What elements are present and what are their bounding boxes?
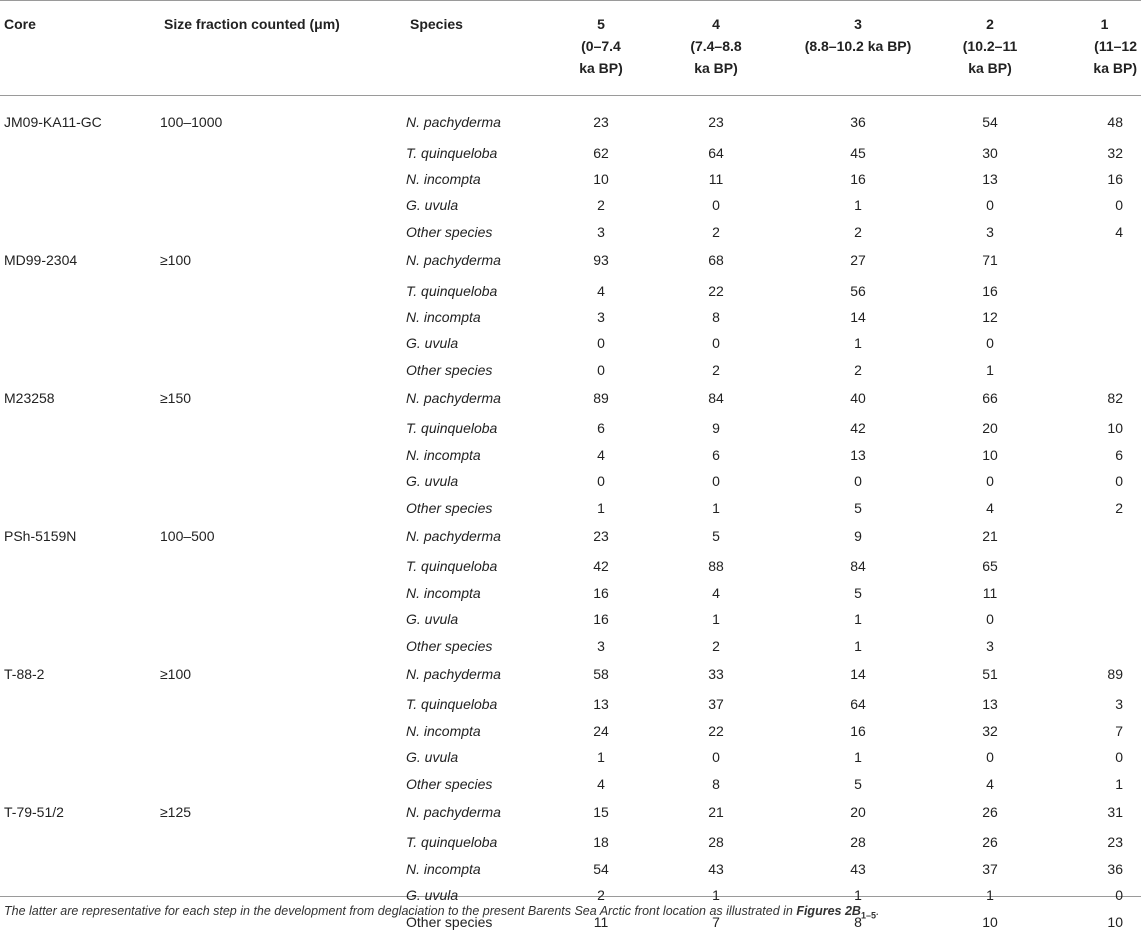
value-cell-step-1: 31 xyxy=(1107,803,1123,820)
value-cell-step-1: 10 xyxy=(1107,420,1123,437)
table-footnote xyxy=(4,904,1139,921)
value-cell-step-2: 4 xyxy=(986,775,994,792)
species-cell: G. uvula xyxy=(406,473,459,490)
core-cell xyxy=(0,304,160,330)
value-cell-step-3: 16 xyxy=(850,170,866,187)
size-fraction-cell xyxy=(160,580,406,606)
value-cell-step-2: 0 xyxy=(986,197,994,214)
value-cell-step-3: 1 xyxy=(854,611,862,628)
core-cell xyxy=(0,744,160,770)
value-cell-step-4: 8 xyxy=(712,308,720,325)
core-cell xyxy=(0,192,160,218)
header-size-fraction: Size fraction counted (μm) xyxy=(164,16,340,32)
value-cell-step-5: 4 xyxy=(597,282,605,299)
core-cell xyxy=(0,139,160,165)
core-cell xyxy=(0,718,160,744)
species-cell: Other species xyxy=(406,913,493,930)
size-fraction-cell xyxy=(160,219,406,245)
value-cell-step-1 xyxy=(1050,357,1141,383)
value-cell-step-4: 2 xyxy=(712,361,720,378)
value-cell-step-2: 0 xyxy=(986,611,994,628)
value-cell-step-3: 42 xyxy=(850,420,866,437)
core-cell xyxy=(0,606,160,632)
core-cell xyxy=(0,856,160,882)
value-cell-step-2: 51 xyxy=(982,665,998,682)
value-cell-step-1: 0 xyxy=(1115,749,1123,766)
value-cell-step-5: 3 xyxy=(597,308,605,325)
table-row xyxy=(0,829,1141,855)
footnote-end: . xyxy=(875,904,880,918)
table-row xyxy=(0,744,1141,770)
value-cell-step-3: 16 xyxy=(850,722,866,739)
value-cell-step-5: 58 xyxy=(593,665,609,682)
value-cell-step-5: 0 xyxy=(597,473,605,490)
value-cell-step-1 xyxy=(1050,553,1141,579)
core-cell xyxy=(0,632,160,658)
table-row xyxy=(0,718,1141,744)
table-row xyxy=(0,442,1141,468)
core-cell: PSh-5159N xyxy=(4,527,77,544)
value-cell-step-1: 7 xyxy=(1115,722,1123,739)
table-row xyxy=(0,357,1141,383)
value-cell-step-5: 16 xyxy=(593,611,609,628)
table-row xyxy=(0,330,1141,356)
value-cell-step-1: 10 xyxy=(1107,913,1123,930)
table-row xyxy=(0,166,1141,192)
value-cell-step-3: 64 xyxy=(850,696,866,713)
core-cell: JM09-KA11-GC xyxy=(4,114,102,130)
size-fraction-cell: 100–500 xyxy=(160,527,215,544)
value-cell-step-1 xyxy=(1050,277,1141,303)
value-cell-step-3: 43 xyxy=(850,860,866,877)
value-cell-step-5: 54 xyxy=(593,860,609,877)
value-cell-step-3: 13 xyxy=(850,446,866,463)
value-cell-step-4: 21 xyxy=(708,803,724,820)
table-row xyxy=(0,580,1141,606)
value-cell-step-2: 20 xyxy=(982,420,998,437)
value-cell-step-5: 6 xyxy=(597,420,605,437)
core-cell xyxy=(0,330,160,356)
footnote-figure-ref-label: Figures 2B xyxy=(796,904,861,918)
size-fraction-cell xyxy=(160,744,406,770)
value-cell-step-3: 45 xyxy=(850,144,866,161)
value-cell-step-3: 20 xyxy=(850,803,866,820)
header-step-3-number: 3 xyxy=(854,16,862,32)
value-cell-step-5: 23 xyxy=(593,527,609,544)
header-step-1 xyxy=(1050,1,1141,107)
header-step-4 xyxy=(646,1,786,107)
value-cell-step-3: 1 xyxy=(854,197,862,214)
footnote-figure-ref xyxy=(796,904,876,921)
size-fraction-cell xyxy=(160,770,406,796)
value-cell-step-4: 28 xyxy=(708,834,724,851)
header-step-1-range: (11–12 xyxy=(1094,38,1137,54)
value-cell-step-3: 40 xyxy=(850,389,866,406)
value-cell-step-5: 18 xyxy=(593,834,609,851)
value-cell-step-3: 14 xyxy=(850,665,866,682)
value-cell-step-5: 42 xyxy=(593,558,609,575)
header-step-4-number: 4 xyxy=(712,16,720,32)
value-cell-step-3: 14 xyxy=(850,308,866,325)
value-cell-step-4: 0 xyxy=(712,335,720,352)
value-cell-step-1: 0 xyxy=(1115,887,1123,904)
value-cell-step-2: 26 xyxy=(982,834,998,851)
size-fraction-cell xyxy=(160,718,406,744)
table-row xyxy=(0,415,1141,441)
value-cell-step-4: 6 xyxy=(712,446,720,463)
header-step-4-range: (7.4–8.8 xyxy=(690,38,742,54)
species-cell: T. quinqueloba xyxy=(406,420,498,437)
species-cell: T. quinqueloba xyxy=(406,144,498,161)
core-cell xyxy=(0,357,160,383)
value-cell-step-2: 11 xyxy=(982,584,998,601)
size-fraction-cell xyxy=(160,304,406,330)
value-cell-step-5: 93 xyxy=(593,251,609,268)
value-cell-step-1: 89 xyxy=(1107,665,1123,682)
size-fraction-cell: ≥125 xyxy=(160,803,192,820)
value-cell-step-4: 22 xyxy=(708,722,724,739)
value-cell-step-5: 13 xyxy=(593,696,609,713)
species-cell: Other species xyxy=(406,637,493,654)
value-cell-step-1: 0 xyxy=(1115,197,1123,214)
species-cell: N. incompta xyxy=(406,860,481,877)
value-cell-step-4: 43 xyxy=(708,860,724,877)
header-step-3-range: (8.8–10.2 ka BP) xyxy=(804,38,912,54)
core-cell xyxy=(0,829,160,855)
size-fraction-cell xyxy=(160,192,406,218)
species-cell: T. quinqueloba xyxy=(406,696,498,713)
table-row xyxy=(0,192,1141,218)
value-cell-step-1: 23 xyxy=(1107,834,1123,851)
value-cell-step-3: 36 xyxy=(850,114,866,130)
core-cell xyxy=(0,277,160,303)
value-cell-step-2: 26 xyxy=(982,803,998,820)
value-cell-step-4: 7 xyxy=(712,913,720,930)
value-cell-step-4: 0 xyxy=(712,749,720,766)
value-cell-step-5: 1 xyxy=(597,499,605,516)
value-cell-step-2: 0 xyxy=(986,335,994,352)
value-cell-step-4: 9 xyxy=(712,420,720,437)
value-cell-step-5: 15 xyxy=(593,803,609,820)
value-cell-step-5: 24 xyxy=(593,722,609,739)
table-row xyxy=(0,521,1141,553)
value-cell-step-1: 0 xyxy=(1115,473,1123,490)
value-cell-step-2: 32 xyxy=(982,722,998,739)
table-row xyxy=(0,691,1141,717)
header-step-1-unit: ka BP) xyxy=(1093,60,1137,76)
value-cell-step-3: 5 xyxy=(854,584,862,601)
species-cell: N. incompta xyxy=(406,722,481,739)
table-row xyxy=(0,632,1141,658)
table-row xyxy=(0,770,1141,796)
value-cell-step-5: 2 xyxy=(597,887,605,904)
species-cell: Other species xyxy=(406,361,493,378)
value-cell-step-5: 4 xyxy=(597,775,605,792)
species-cell: Other species xyxy=(406,223,493,240)
value-cell-step-5: 3 xyxy=(597,637,605,654)
footnote-text: The latter are representative for each step in the development from deglaciation to the present Barents Sea Arctic front location as illustrated in xyxy=(4,904,797,918)
value-cell-step-4: 8 xyxy=(712,775,720,792)
size-fraction-cell: ≥100 xyxy=(160,251,192,268)
table-row xyxy=(0,468,1141,494)
value-cell-step-4: 11 xyxy=(708,170,724,187)
value-cell-step-2: 0 xyxy=(986,473,994,490)
table-row xyxy=(0,107,1141,139)
value-cell-step-2: 37 xyxy=(982,860,998,877)
header-step-5 xyxy=(556,1,646,107)
header-step-3 xyxy=(786,1,930,107)
value-cell-step-2: 10 xyxy=(982,446,998,463)
species-cell: N. pachyderma xyxy=(406,665,501,682)
value-cell-step-5: 1 xyxy=(597,749,605,766)
value-cell-step-2: 1 xyxy=(986,361,994,378)
value-cell-step-2: 13 xyxy=(982,170,998,187)
core-cell: MD99-2304 xyxy=(4,251,78,268)
header-step-2-unit: ka BP) xyxy=(968,60,1012,76)
header-step-2-range: (10.2–11 xyxy=(962,38,1018,54)
core-cell xyxy=(0,553,160,579)
species-table xyxy=(0,1,1141,935)
core-cell xyxy=(0,415,160,441)
value-cell-step-3: 84 xyxy=(850,558,866,575)
size-fraction-cell xyxy=(160,494,406,520)
size-fraction-cell: ≥100 xyxy=(160,665,192,682)
table-row xyxy=(0,245,1141,277)
value-cell-step-4: 88 xyxy=(708,558,724,575)
value-cell-step-3: 5 xyxy=(854,499,862,516)
value-cell-step-1: 32 xyxy=(1107,144,1123,161)
header-step-1-number: 1 xyxy=(1100,16,1109,32)
value-cell-step-3: 1 xyxy=(854,637,862,654)
species-cell: N. incompta xyxy=(406,584,481,601)
value-cell-step-4: 22 xyxy=(708,282,724,299)
value-cell-step-3: 56 xyxy=(850,282,866,299)
size-fraction-cell xyxy=(160,277,406,303)
size-fraction-cell: 100–1000 xyxy=(160,114,223,130)
core-cell xyxy=(0,580,160,606)
core-cell xyxy=(0,219,160,245)
value-cell-step-2: 0 xyxy=(986,749,994,766)
value-cell-step-1: 2 xyxy=(1115,499,1123,516)
value-cell-step-4: 0 xyxy=(712,473,720,490)
species-cell: N. incompta xyxy=(406,446,481,463)
value-cell-step-5: 23 xyxy=(593,114,609,130)
species-cell: T. quinqueloba xyxy=(406,282,498,299)
core-cell: T-88-2 xyxy=(4,665,45,682)
core-cell: M23258 xyxy=(4,389,55,406)
value-cell-step-3: 28 xyxy=(850,834,866,851)
core-cell: T-79-51/2 xyxy=(4,803,64,820)
value-cell-step-1: 6 xyxy=(1115,446,1123,463)
value-cell-step-1 xyxy=(1050,330,1141,356)
header-step-5-unit: ka BP) xyxy=(579,60,623,76)
value-cell-step-1 xyxy=(1050,580,1141,606)
species-cell: Other species xyxy=(406,775,493,792)
value-cell-step-5: 0 xyxy=(597,361,605,378)
size-fraction-cell xyxy=(160,829,406,855)
value-cell-step-1 xyxy=(1050,606,1141,632)
value-cell-step-1: 36 xyxy=(1107,860,1123,877)
species-cell: N. incompta xyxy=(406,170,481,187)
species-cell: N. pachyderma xyxy=(406,251,501,268)
value-cell-step-3: 1 xyxy=(854,335,862,352)
value-cell-step-4: 68 xyxy=(708,251,724,268)
value-cell-step-4: 23 xyxy=(708,114,724,130)
core-cell xyxy=(0,770,160,796)
value-cell-step-3: 9 xyxy=(854,527,862,544)
size-fraction-cell: ≥150 xyxy=(160,389,192,406)
value-cell-step-1: 3 xyxy=(1115,696,1123,713)
value-cell-step-2: 3 xyxy=(986,637,994,654)
value-cell-step-2: 21 xyxy=(982,527,998,544)
value-cell-step-2: 3 xyxy=(986,223,994,240)
table-row xyxy=(0,606,1141,632)
table-row xyxy=(0,553,1141,579)
value-cell-step-3: 0 xyxy=(854,473,862,490)
species-cell: G. uvula xyxy=(406,335,459,352)
header-step-4-unit: ka BP) xyxy=(694,60,738,76)
value-cell-step-3: 1 xyxy=(854,749,862,766)
core-cell xyxy=(0,494,160,520)
value-cell-step-4: 2 xyxy=(712,637,720,654)
value-cell-step-1 xyxy=(1050,521,1141,553)
value-cell-step-5: 62 xyxy=(593,144,609,161)
value-cell-step-2: 1 xyxy=(986,887,994,904)
header-species: Species xyxy=(410,16,463,32)
core-cell xyxy=(0,468,160,494)
size-fraction-cell xyxy=(160,606,406,632)
size-fraction-cell xyxy=(160,468,406,494)
header-step-2 xyxy=(930,1,1050,107)
value-cell-step-1: 48 xyxy=(1107,114,1123,130)
size-fraction-cell xyxy=(160,691,406,717)
table-row xyxy=(0,797,1141,829)
value-cell-step-4: 2 xyxy=(712,223,720,240)
value-cell-step-4: 84 xyxy=(708,389,724,406)
value-cell-step-1: 1 xyxy=(1115,775,1123,792)
table-row xyxy=(0,494,1141,520)
value-cell-step-2: 65 xyxy=(982,558,998,575)
size-fraction-cell xyxy=(160,553,406,579)
footnote-figure-ref-sub: 1–5 xyxy=(860,910,876,921)
value-cell-step-5: 2 xyxy=(597,197,605,214)
table-row xyxy=(0,856,1141,882)
value-cell-step-2: 71 xyxy=(982,251,998,268)
value-cell-step-4: 1 xyxy=(712,887,720,904)
header-step-5-range: (0–7.4 xyxy=(581,38,621,54)
value-cell-step-3: 8 xyxy=(854,913,862,930)
value-cell-step-3: 27 xyxy=(850,251,866,268)
table-row xyxy=(0,659,1141,691)
table-row xyxy=(0,219,1141,245)
species-cell: G. uvula xyxy=(406,197,459,214)
value-cell-step-4: 33 xyxy=(708,665,724,682)
table-row xyxy=(0,383,1141,415)
size-fraction-cell xyxy=(160,415,406,441)
value-cell-step-2: 4 xyxy=(986,499,994,516)
header-step-5-number: 5 xyxy=(597,16,605,32)
species-cell: N. pachyderma xyxy=(406,389,501,406)
value-cell-step-5: 10 xyxy=(593,170,609,187)
value-cell-step-2: 13 xyxy=(982,696,998,713)
size-fraction-cell xyxy=(160,330,406,356)
value-cell-step-4: 64 xyxy=(708,144,724,161)
size-fraction-cell xyxy=(160,632,406,658)
size-fraction-cell xyxy=(160,442,406,468)
value-cell-step-1 xyxy=(1050,304,1141,330)
value-cell-step-2: 30 xyxy=(982,144,998,161)
value-cell-step-1: 16 xyxy=(1107,170,1123,187)
size-fraction-cell xyxy=(160,139,406,165)
species-cell: G. uvula xyxy=(406,749,459,766)
value-cell-step-2: 12 xyxy=(982,308,998,325)
size-fraction-cell xyxy=(160,166,406,192)
core-cell xyxy=(0,442,160,468)
species-cell: N. pachyderma xyxy=(406,803,501,820)
species-cell: N. pachyderma xyxy=(406,527,501,544)
value-cell-step-5: 16 xyxy=(593,584,609,601)
core-cell xyxy=(0,166,160,192)
value-cell-step-4: 5 xyxy=(712,527,720,544)
value-cell-step-5: 0 xyxy=(597,335,605,352)
species-cell: T. quinqueloba xyxy=(406,834,498,851)
size-fraction-cell xyxy=(160,357,406,383)
header-row xyxy=(0,1,1141,107)
value-cell-step-3: 5 xyxy=(854,775,862,792)
species-cell: T. quinqueloba xyxy=(406,558,498,575)
species-cell: N. incompta xyxy=(406,308,481,325)
value-cell-step-3: 1 xyxy=(854,887,862,904)
value-cell-step-1 xyxy=(1050,245,1141,277)
value-cell-step-3: 2 xyxy=(854,223,862,240)
value-cell-step-1 xyxy=(1050,632,1141,658)
value-cell-step-4: 0 xyxy=(712,197,720,214)
species-cell: G. uvula xyxy=(406,611,459,628)
value-cell-step-1: 4 xyxy=(1115,223,1123,240)
value-cell-step-2: 10 xyxy=(982,913,998,930)
table-row xyxy=(0,304,1141,330)
size-fraction-cell xyxy=(160,856,406,882)
value-cell-step-3: 2 xyxy=(854,361,862,378)
value-cell-step-5: 3 xyxy=(597,223,605,240)
header-step-2-number: 2 xyxy=(986,16,994,32)
species-cell: Other species xyxy=(406,499,493,516)
table-body xyxy=(0,107,1141,935)
value-cell-step-4: 37 xyxy=(708,696,724,713)
value-cell-step-4: 4 xyxy=(712,584,720,601)
value-cell-step-4: 1 xyxy=(712,499,720,516)
value-cell-step-5: 11 xyxy=(593,913,609,930)
core-cell xyxy=(0,691,160,717)
value-cell-step-5: 4 xyxy=(597,446,605,463)
value-cell-step-2: 54 xyxy=(982,114,998,130)
value-cell-step-1: 82 xyxy=(1107,389,1123,406)
value-cell-step-5: 89 xyxy=(593,389,609,406)
value-cell-step-2: 16 xyxy=(982,282,998,299)
value-cell-step-2: 66 xyxy=(982,389,998,406)
species-cell: N. pachyderma xyxy=(406,114,501,130)
table-row xyxy=(0,277,1141,303)
header-core: Core xyxy=(4,16,36,32)
species-cell: G. uvula xyxy=(406,887,459,904)
value-cell-step-4: 1 xyxy=(712,611,720,628)
table-row xyxy=(0,139,1141,165)
